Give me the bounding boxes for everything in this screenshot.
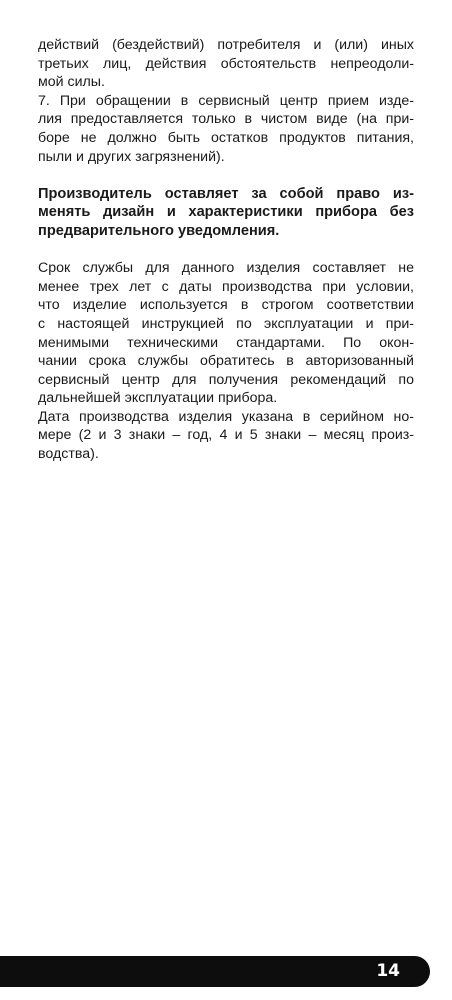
text-line: третьих лиц, действия обстоятельств непреодоли-: [38, 55, 414, 72]
text-line: пыли и других загрязнений).: [38, 148, 225, 165]
page-number: 14: [376, 961, 400, 981]
text-line: дальнейшей эксплуатации прибора.: [38, 390, 278, 407]
text-line: Производитель оставляет за собой право из-: [38, 185, 414, 202]
text-line: предварительного уведомления.: [38, 222, 280, 239]
text-line: мой силы.: [38, 74, 105, 91]
text-line: Дата производства изделия указана в серийном но-: [38, 408, 414, 425]
text-line: мере (2 и 3 знаки – год, 4 и 5 знаки – месяц произ-: [38, 427, 414, 444]
service-life-paragraph: [38, 259, 414, 464]
text-line: что изделие используется в строгом соответствии: [38, 297, 414, 314]
text-line: боре не должно быть остатков продуктов питания,: [38, 129, 414, 146]
text-line: менимыми техническими стандартами. По окон-: [38, 334, 414, 351]
text-line: лия предоставляется только в чистом виде (на при-: [38, 111, 414, 128]
text-line: с настоящей инструкцией по эксплуатации и при-: [38, 315, 414, 332]
text-line: чании срока службы обратитесь в авторизованный: [38, 353, 414, 370]
text-line: 7. При обращении в сервисный центр прием изде-: [38, 92, 414, 109]
warranty-exclusions-paragraph: [38, 36, 414, 166]
manufacturer-notice-paragraph: [38, 185, 414, 241]
text-line: сервисный центр для получения рекомендаций по: [38, 371, 414, 388]
text-line: водства).: [38, 446, 99, 463]
text-line: менять дизайн и характеристики прибора без: [38, 204, 414, 221]
text-line: менее трех лет с даты производства при условии,: [38, 278, 414, 295]
text-line: Срок службы для данного изделия составляет не: [38, 260, 414, 277]
footer-bar: [0, 956, 430, 987]
text-line: действий (бездействий) потребителя и (или) иных: [38, 37, 414, 53]
page-content: [38, 36, 414, 464]
